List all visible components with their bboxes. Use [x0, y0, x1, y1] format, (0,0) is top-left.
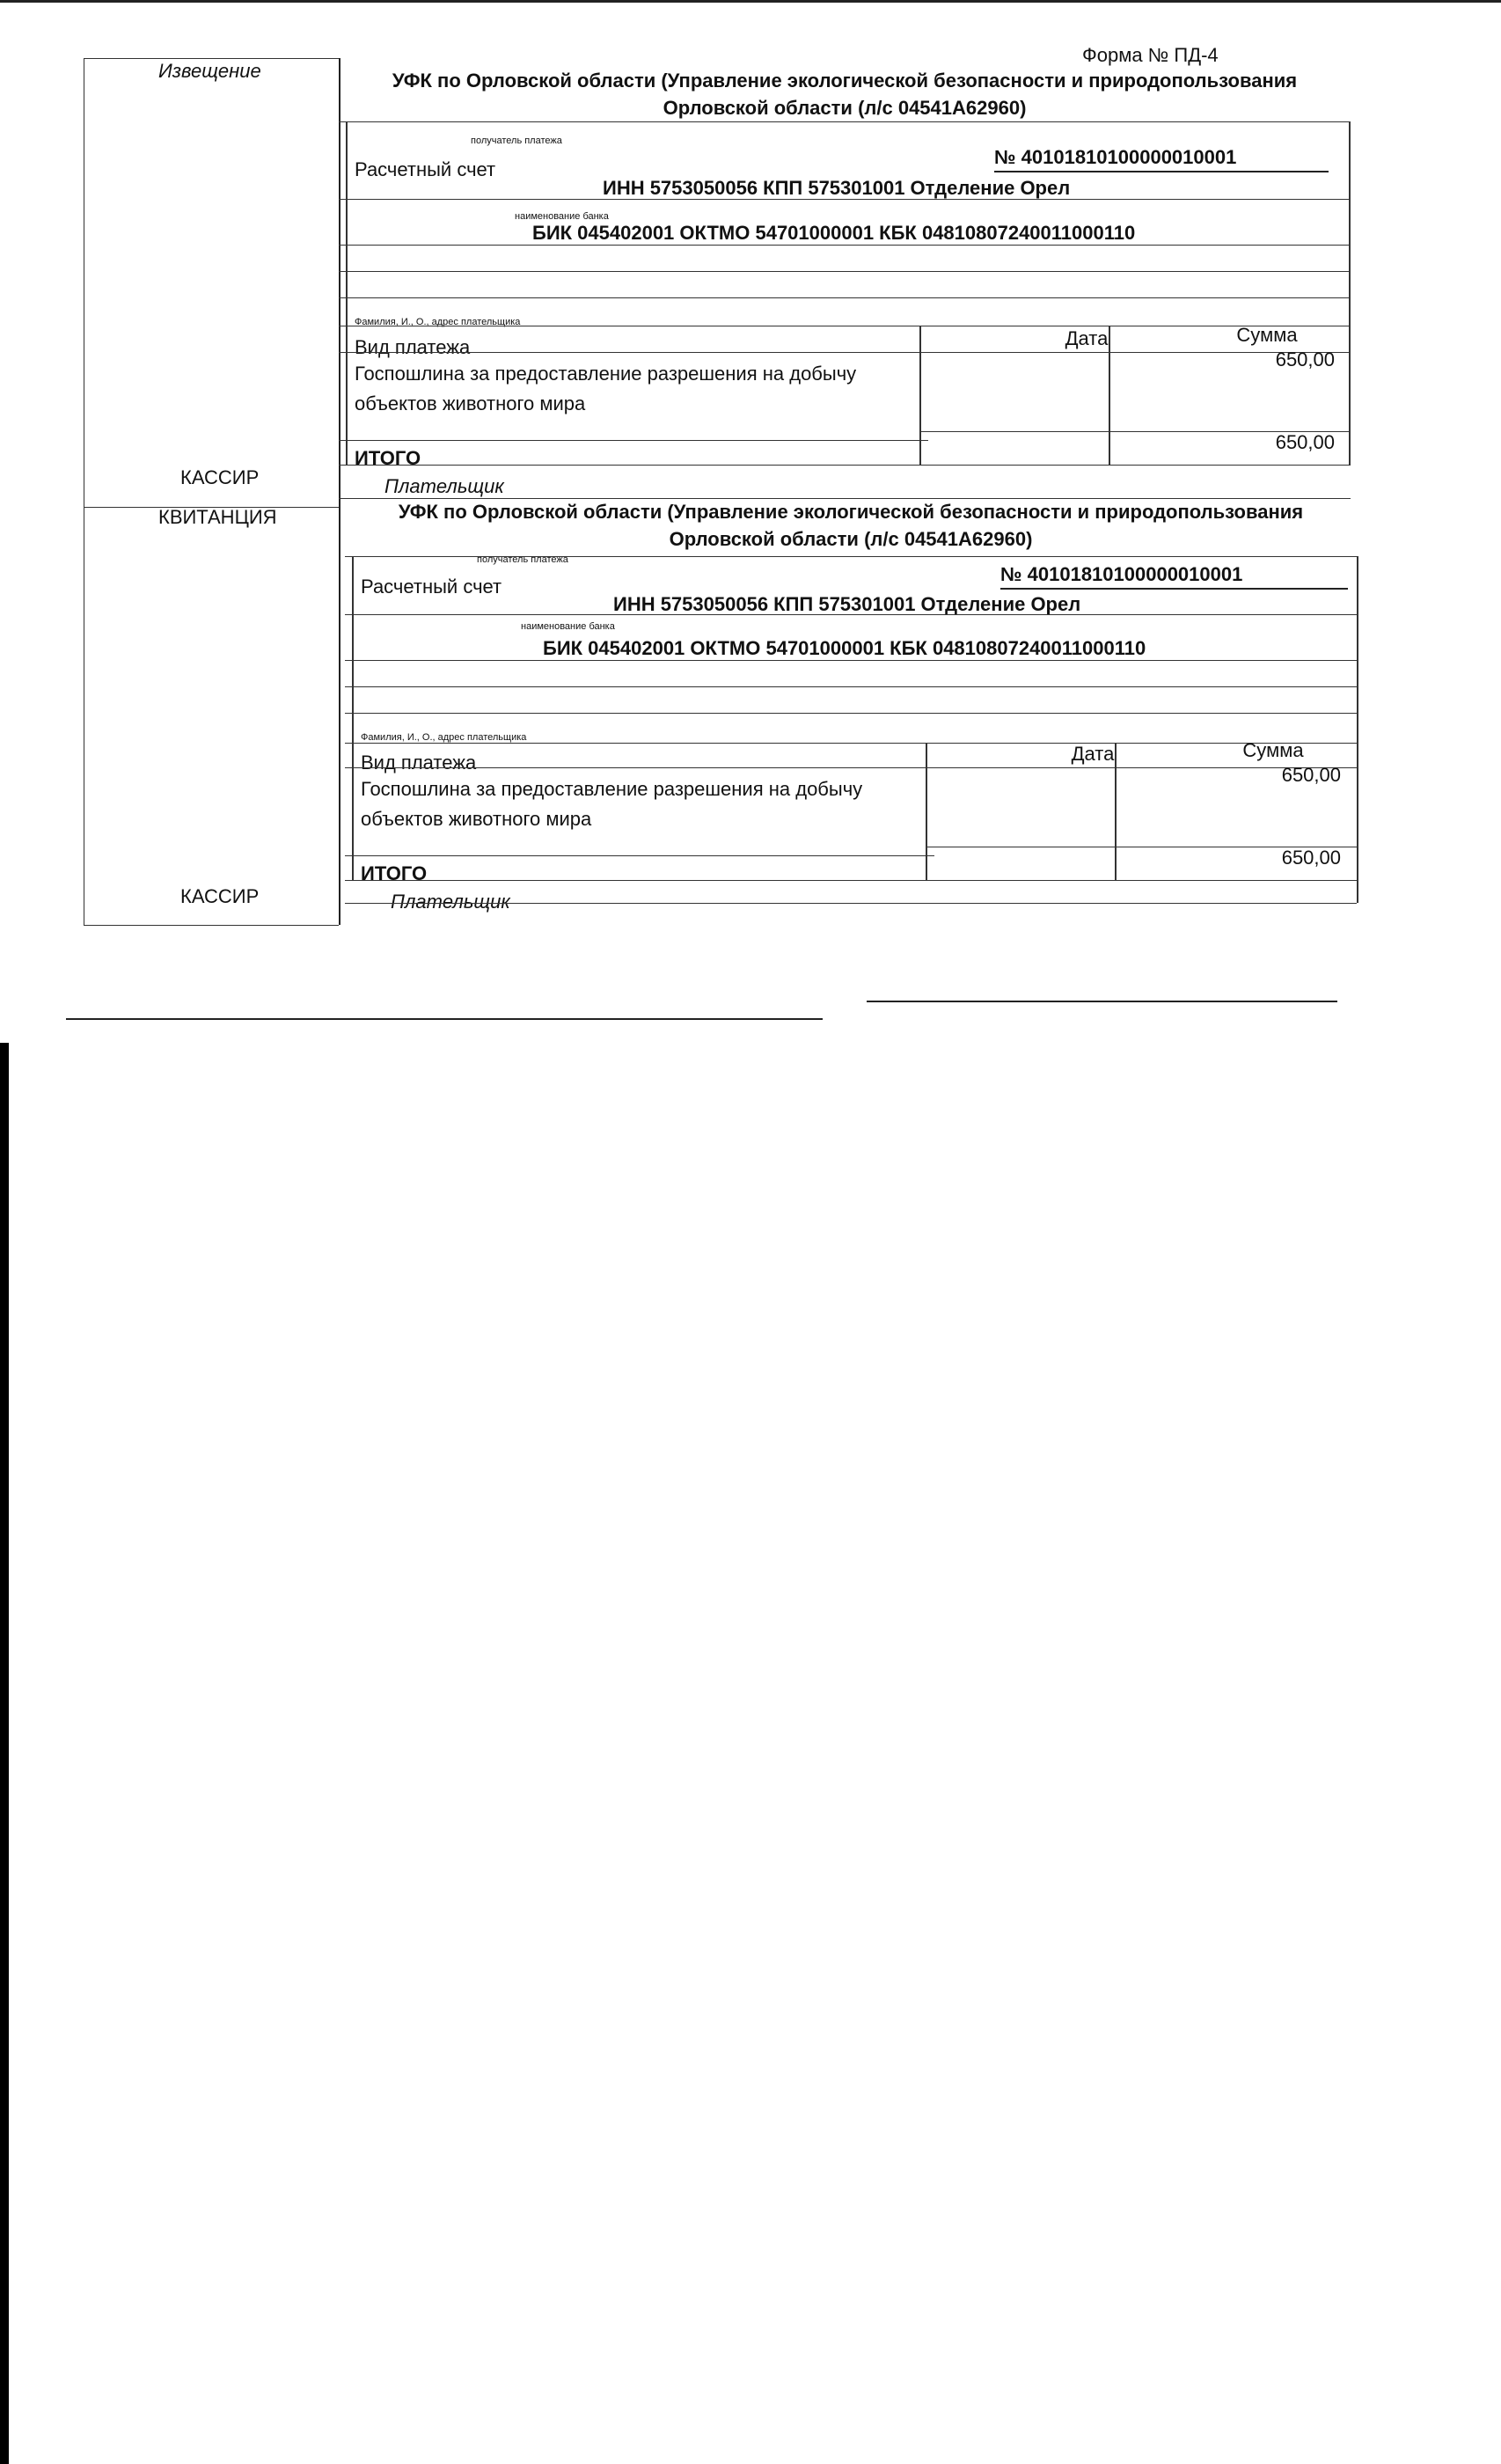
rule — [345, 903, 1357, 904]
rule — [1357, 556, 1358, 903]
receipt-cashier-label: КАССИР — [180, 885, 260, 907]
rule — [345, 880, 1357, 881]
rule — [339, 465, 1351, 466]
notice-stub-label: Извещение — [158, 60, 261, 82]
rule — [345, 686, 1357, 687]
rule — [339, 245, 1351, 246]
rule — [339, 121, 1351, 122]
notice-item-description: Госпошлина за предоставление разрешения на добычу объектов животного мира — [355, 363, 857, 414]
receipt-item-amount: 650,00 — [1281, 764, 1341, 786]
notice-account-number: № 40101810100000010001 — [994, 146, 1329, 172]
stub-top-border — [84, 58, 339, 59]
receipt-recipient-caption: получатель платежа — [477, 554, 568, 565]
receipt-total-amount: 650,00 — [1281, 847, 1341, 869]
notice-recipient-name: УФК по Орловской области (Управление экологической безопасности и природопользования Орловской области (л/с 04541А62960) — [392, 70, 1298, 119]
notice-item-amount: 650,00 — [1275, 348, 1335, 370]
rule — [1349, 121, 1351, 465]
receipt-section — [345, 498, 1357, 920]
stub-bottom-border — [84, 925, 339, 926]
rule — [339, 440, 928, 441]
rule — [352, 556, 354, 880]
notice-account-label: Расчетный счет — [355, 158, 496, 180]
receipt-recipient-name: УФК по Орловской области (Управление экологической безопасности и природопользования Орловской области (л/с 04541А62960) — [398, 501, 1304, 550]
receipt-account-number: № 40101810100000010001 — [1000, 563, 1348, 590]
notice-bik-oktmo-kbk: БИК 045402001 ОКТМО 54701000001 КБК 04810807240011000110 — [532, 222, 1136, 244]
receipt-col-payment-type: Вид платежа — [361, 752, 477, 774]
notice-total-amount: 650,00 — [1275, 431, 1335, 453]
notice-col-amount: Сумма — [1236, 324, 1298, 346]
receipt-bank-caption: наименование банка — [521, 621, 615, 632]
notice-recipient-caption: получатель платежа — [471, 136, 562, 146]
notice-total-label: ИТОГО — [355, 447, 421, 469]
receipt-account-label: Расчетный счет — [361, 576, 502, 598]
scan-left-edge — [0, 1043, 9, 2464]
receipt-item-description: Госпошлина за предоставление разрешения на добычу объектов животного мира — [361, 778, 863, 830]
receipt-col-amount: Сумма — [1242, 739, 1304, 761]
rule — [339, 297, 1351, 298]
rule — [919, 326, 921, 465]
receipt-inn-kpp: ИНН 5753050056 КПП 575301001 Отделение Орел — [613, 593, 1081, 615]
rule — [926, 743, 927, 880]
notice-payer-caption: Фамилия, И., О., адрес плательщика — [355, 317, 521, 327]
rule — [339, 199, 1351, 200]
notice-col-payment-type: Вид платежа — [355, 336, 471, 358]
receipt-payer-label: Плательщик — [391, 891, 510, 913]
notice-col-date: Дата — [1065, 327, 1109, 349]
cut-line-left — [66, 1018, 823, 1020]
receipt-payer-caption: Фамилия, И., О., адрес плательщика — [361, 732, 527, 743]
notice-cashier-label: КАССИР — [180, 466, 260, 488]
rule — [1115, 743, 1117, 880]
form-number: Форма № ПД-4 — [1082, 44, 1219, 66]
receipt-stub-label: КВИТАНЦИЯ — [158, 506, 277, 528]
rule — [345, 660, 1357, 661]
rule — [345, 855, 934, 856]
rule — [1109, 326, 1110, 465]
rule — [339, 271, 1351, 272]
notice-bank-caption: наименование банка — [515, 211, 609, 222]
receipt-bik-oktmo-kbk: БИК 045402001 ОКТМО 54701000001 КБК 04810807240011000110 — [543, 637, 1146, 659]
notice-section — [339, 0, 1351, 510]
rule — [345, 614, 1357, 615]
receipt-col-date: Дата — [1071, 743, 1115, 765]
notice-inn-kpp: ИНН 5753050056 КПП 575301001 Отделение Орел — [603, 177, 1071, 199]
cut-line-right — [867, 1001, 1337, 1002]
receipt-total-label: ИТОГО — [361, 862, 428, 884]
notice-payer-label: Плательщик — [384, 475, 504, 497]
rule — [345, 713, 1357, 714]
rule — [346, 121, 348, 465]
